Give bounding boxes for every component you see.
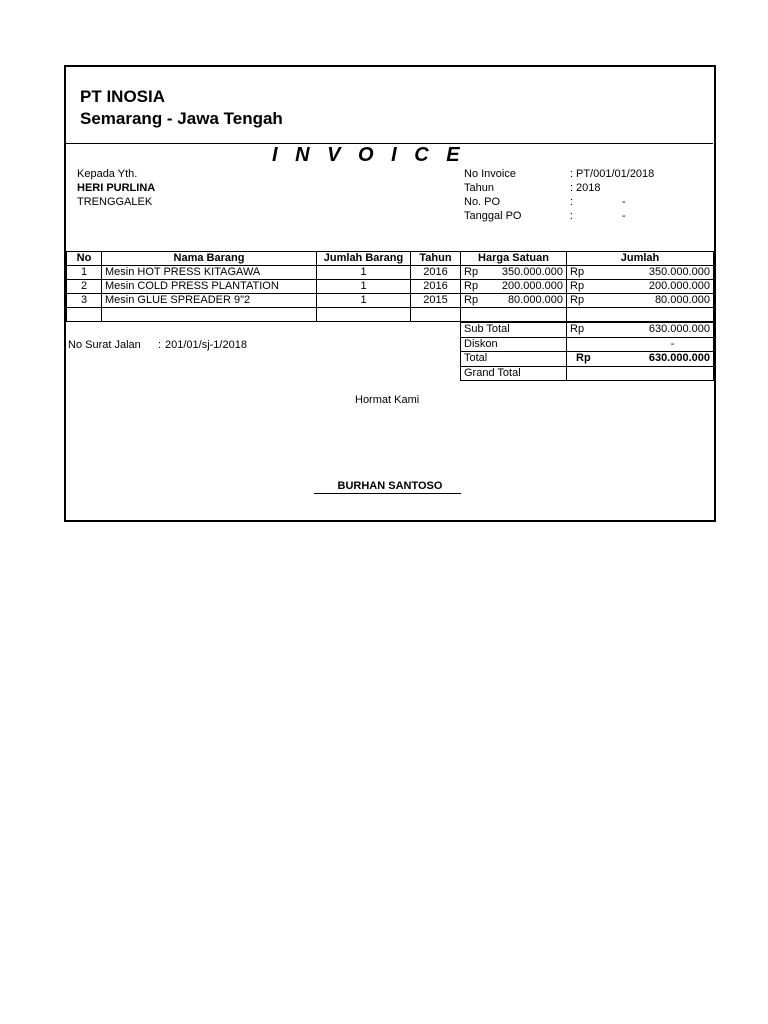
cell-price (461, 266, 567, 280)
column-header-qty: Jumlah Barang (317, 252, 411, 266)
column-header-no: No (67, 252, 102, 266)
currency-label: Rp (570, 323, 585, 336)
surat-jalan-value: 201/01/sj-1/2018 (165, 339, 247, 351)
meta-value-invoice-no: PT/001/01/2018 (576, 168, 655, 180)
amount-value: 200.000.000 (648, 280, 710, 292)
total-row (461, 352, 714, 367)
company-name: PT INOSIA (80, 87, 166, 106)
meta-label: Tahun (464, 182, 494, 194)
total-value: 630.000.000 (648, 352, 710, 365)
currency-label: Rp (570, 266, 585, 278)
currency-label: Rp (570, 294, 585, 306)
total-label: Total (461, 352, 567, 367)
cell-price (461, 280, 567, 294)
meta-separator: : (570, 168, 574, 180)
cell-empty (567, 308, 714, 322)
cell-amount (567, 266, 714, 280)
grand-total-row (461, 366, 714, 381)
meta-value-po-date: - (622, 210, 626, 222)
meta-label: No. PO (464, 196, 501, 208)
currency-label: Rp (464, 266, 479, 278)
cell-empty (461, 308, 567, 322)
discount-row (461, 337, 714, 352)
cell-price (461, 294, 567, 308)
surat-jalan-separator: : (158, 339, 162, 351)
cell-year: 2016 (411, 280, 461, 294)
totals-table (460, 322, 714, 381)
cell-amount (567, 280, 714, 294)
column-header-year: Tahun (411, 252, 461, 266)
closing-greeting: Hormat Kami (355, 394, 420, 406)
currency-label: Rp (464, 294, 479, 306)
cell-empty (411, 308, 461, 322)
cell-year: 2015 (411, 294, 461, 308)
price-value: 200.000.000 (501, 280, 563, 292)
signer-name: BURHAN SANTOSO (337, 480, 443, 492)
amount-value: 350.000.000 (648, 266, 710, 278)
currency-label: Rp (576, 352, 591, 365)
meta-label: No Invoice (464, 168, 516, 180)
cell-no: 3 (67, 294, 102, 308)
items-table (66, 251, 714, 322)
cell-qty: 1 (317, 266, 411, 280)
cell-name: Mesin COLD PRESS PLANTATION (102, 280, 317, 294)
grand-total-value (567, 366, 714, 381)
meta-label: Tanggal PO (464, 210, 522, 222)
meta-value-year: 2018 (576, 182, 601, 194)
table-row-empty (67, 308, 714, 322)
cell-amount (567, 294, 714, 308)
currency-label: Rp (464, 280, 479, 292)
invoice-frame (64, 65, 716, 522)
cell-name: Mesin GLUE SPREADER 9"2 (102, 294, 317, 308)
subtotal-amount (567, 323, 714, 338)
discount-value: - (567, 337, 714, 352)
recipient-label: Kepada Yth. (77, 168, 138, 180)
table-header-row (67, 252, 714, 266)
cell-name: Mesin HOT PRESS KITAGAWA (102, 266, 317, 280)
recipient-location: TRENGGALEK (77, 196, 153, 208)
column-header-name: Nama Barang (102, 252, 317, 266)
currency-label: Rp (570, 280, 585, 292)
surat-jalan-label: No Surat Jalan (68, 339, 141, 351)
meta-separator: : (570, 196, 574, 208)
total-amount (567, 352, 714, 367)
recipient-name: HERI PURLINA (77, 182, 156, 194)
column-header-price: Harga Satuan (461, 252, 567, 266)
cell-empty (67, 308, 102, 322)
grand-total-label: Grand Total (461, 366, 567, 381)
cell-empty (102, 308, 317, 322)
discount-label: Diskon (461, 337, 567, 352)
cell-year: 2016 (411, 266, 461, 280)
cell-no: 2 (67, 280, 102, 294)
meta-separator: : (570, 182, 574, 194)
price-value: 350.000.000 (501, 266, 563, 278)
table-row (67, 266, 714, 280)
invoice-title: I N V O I C E (272, 144, 466, 166)
subtotal-label: Sub Total (461, 323, 567, 338)
subtotal-row (461, 323, 714, 338)
cell-qty: 1 (317, 294, 411, 308)
cell-empty (317, 308, 411, 322)
subtotal-value: 630.000.000 (648, 323, 710, 336)
company-city: Semarang - Jawa Tengah (80, 109, 283, 128)
table-row (67, 294, 714, 308)
price-value: 80.000.000 (507, 294, 563, 306)
amount-value: 80.000.000 (654, 294, 710, 306)
meta-value-po-no: - (622, 196, 626, 208)
cell-no: 1 (67, 266, 102, 280)
cell-qty: 1 (317, 280, 411, 294)
column-header-amount: Jumlah (567, 252, 714, 266)
signature-line (314, 493, 461, 494)
meta-separator: : (570, 210, 574, 222)
table-row (67, 280, 714, 294)
